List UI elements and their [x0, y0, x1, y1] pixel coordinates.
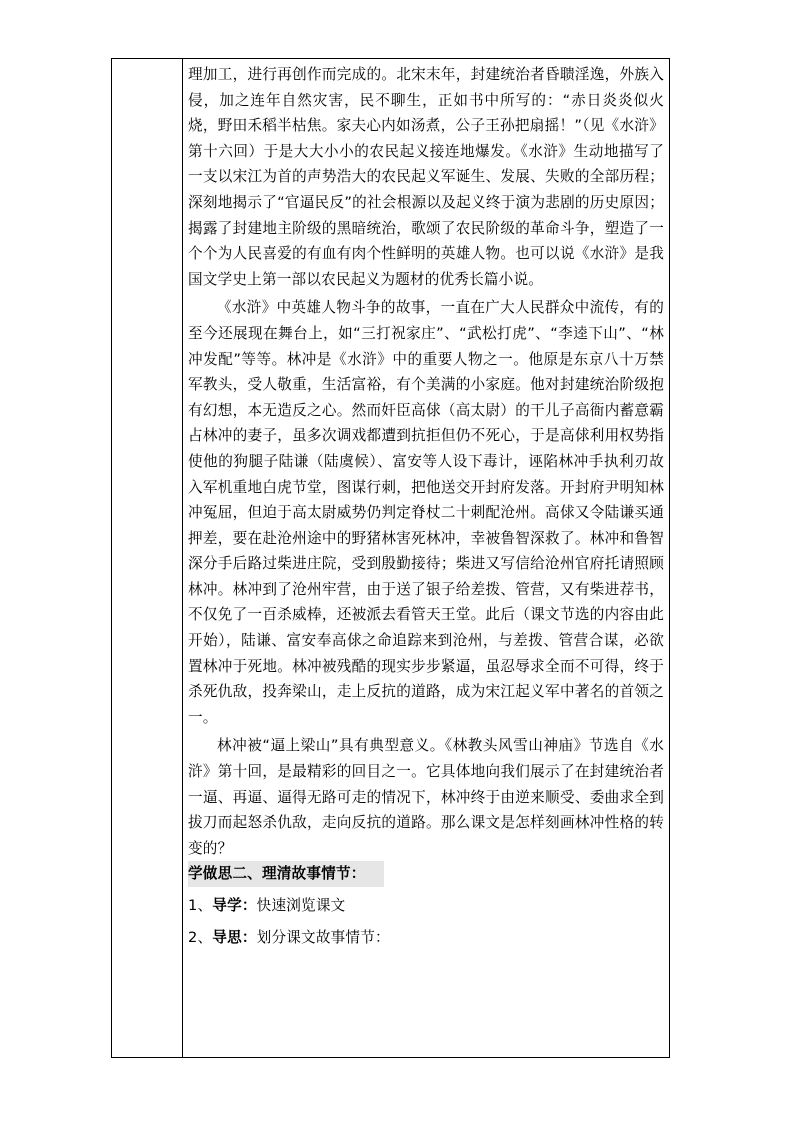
paragraph-background: 理加工，进行再创作而完成的。北宋末年，封建统治者昏聩淫逸，外族入侵，加之连年自然灾害，民不聊生，正如书中所写的：“赤日炎炎似火烧，野田禾稻半枯焦。家夫心内如汤煮，公子王孙把扇摇！”（见《水浒》第十六回）于是大大小小的农民起义接连地爆发。《水浒》生动地描写了一支以宋江为首的声势浩大的农民起义军诞生、发展、失败的全部历程；深刻地揭示了“官逼民反”的社会根源以及起义终于演为悲剧的历史原因；揭露了封建地主阶级的黑暗统治，歌颂了农民阶级的革命斗争，塑造了一个个为人民喜爱的有血有肉个性鲜明的英雄人物。也可以说《水浒》是我国文学史上第一部以农民起义为题材的优秀长篇小说。 [188, 66, 664, 288]
table-column-divider [182, 58, 183, 1058]
task-item-2-number: 2、 [188, 928, 213, 946]
section-heading: 学做思二、理清故事情节： [188, 861, 384, 887]
task-item-1-number: 1、 [188, 897, 213, 914]
task-item-2-text: 划分课文故事情节： [256, 928, 390, 946]
paragraph-linchong-story: 《水浒》中英雄人物斗争的故事，一直在广大人民群众中流传，有的至今还展现在舞台上，如“三打祝家庄”、“武松打虎”、“李逵下山”、“林冲发配”等等。林冲是《水浒》中的重要人物之一。他原是东京八十万禁军教头，受人敬重，生活富裕，有个美满的小家庭。他对封建统治阶级抱有幻想，本无造反之心。然而奸臣高俅（高太尉）的干儿子高衙内蓄意霸占林冲的妻子，虽多次调戏都遭到抗拒但仍不死心，于是高俅利用权势指使他的狗腿子陆谦（陆虞候）、富安等人设下毒计，诬陷林冲手执利刃故入军机重地白虎节堂，图谋行刺，把他送交开封府发落。开封府尹明知林冲冤屈，但迫于高太尉威势仍判定脊杖二十刺配沧州。高俅又令陆谦买通押差，要在赴沧州途中的野猪林害死林冲，幸被鲁智深救了。林冲和鲁智深分手后路过柴进庄院，受到殷勤接待；柴进又写信给沧州官府托请照顾林冲。林冲到了沧州牢营，由于送了银子给差拨、管营，又有柴进荐书，不仅免了一百杀威棒，还被派去看管天王堂。此后（课文节选的内容由此开始），陆谦、富安奉高俅之命追踪来到沧州，与差拨、管营合谋，必欲置林冲于死地。林冲被残酷的现实步步紧逼，虽忍辱求全而不可得，终于杀死仇敌，投奔梁山，走上反抗的道路，成为宋江起义军中著名的首领之一。 [188, 299, 664, 726]
task-item-2 [188, 925, 664, 951]
task-item-1-text: 快速浏览课文 [256, 897, 346, 914]
content-cell [188, 62, 664, 950]
paragraph-lesson-intro: 林冲被“逼上梁山”具有典型意义。《林教头风雪山神庙》节选自《水浒》第十回，是最精彩的回目之一。它具体地向我们展示了在封建统治者一逼、再逼、逼得无路可走的情况下，林冲终于由逆来顺受、委曲求全到拔刀而起怒杀仇敌，走向反抗的道路。那么课文是怎样刻画林冲性格的转变的？ [188, 737, 664, 857]
task-item-2-label: 导思： [212, 928, 257, 946]
task-item-1-label: 导学： [212, 897, 257, 914]
task-item-1 [188, 893, 664, 919]
section-heading-row [188, 861, 664, 887]
